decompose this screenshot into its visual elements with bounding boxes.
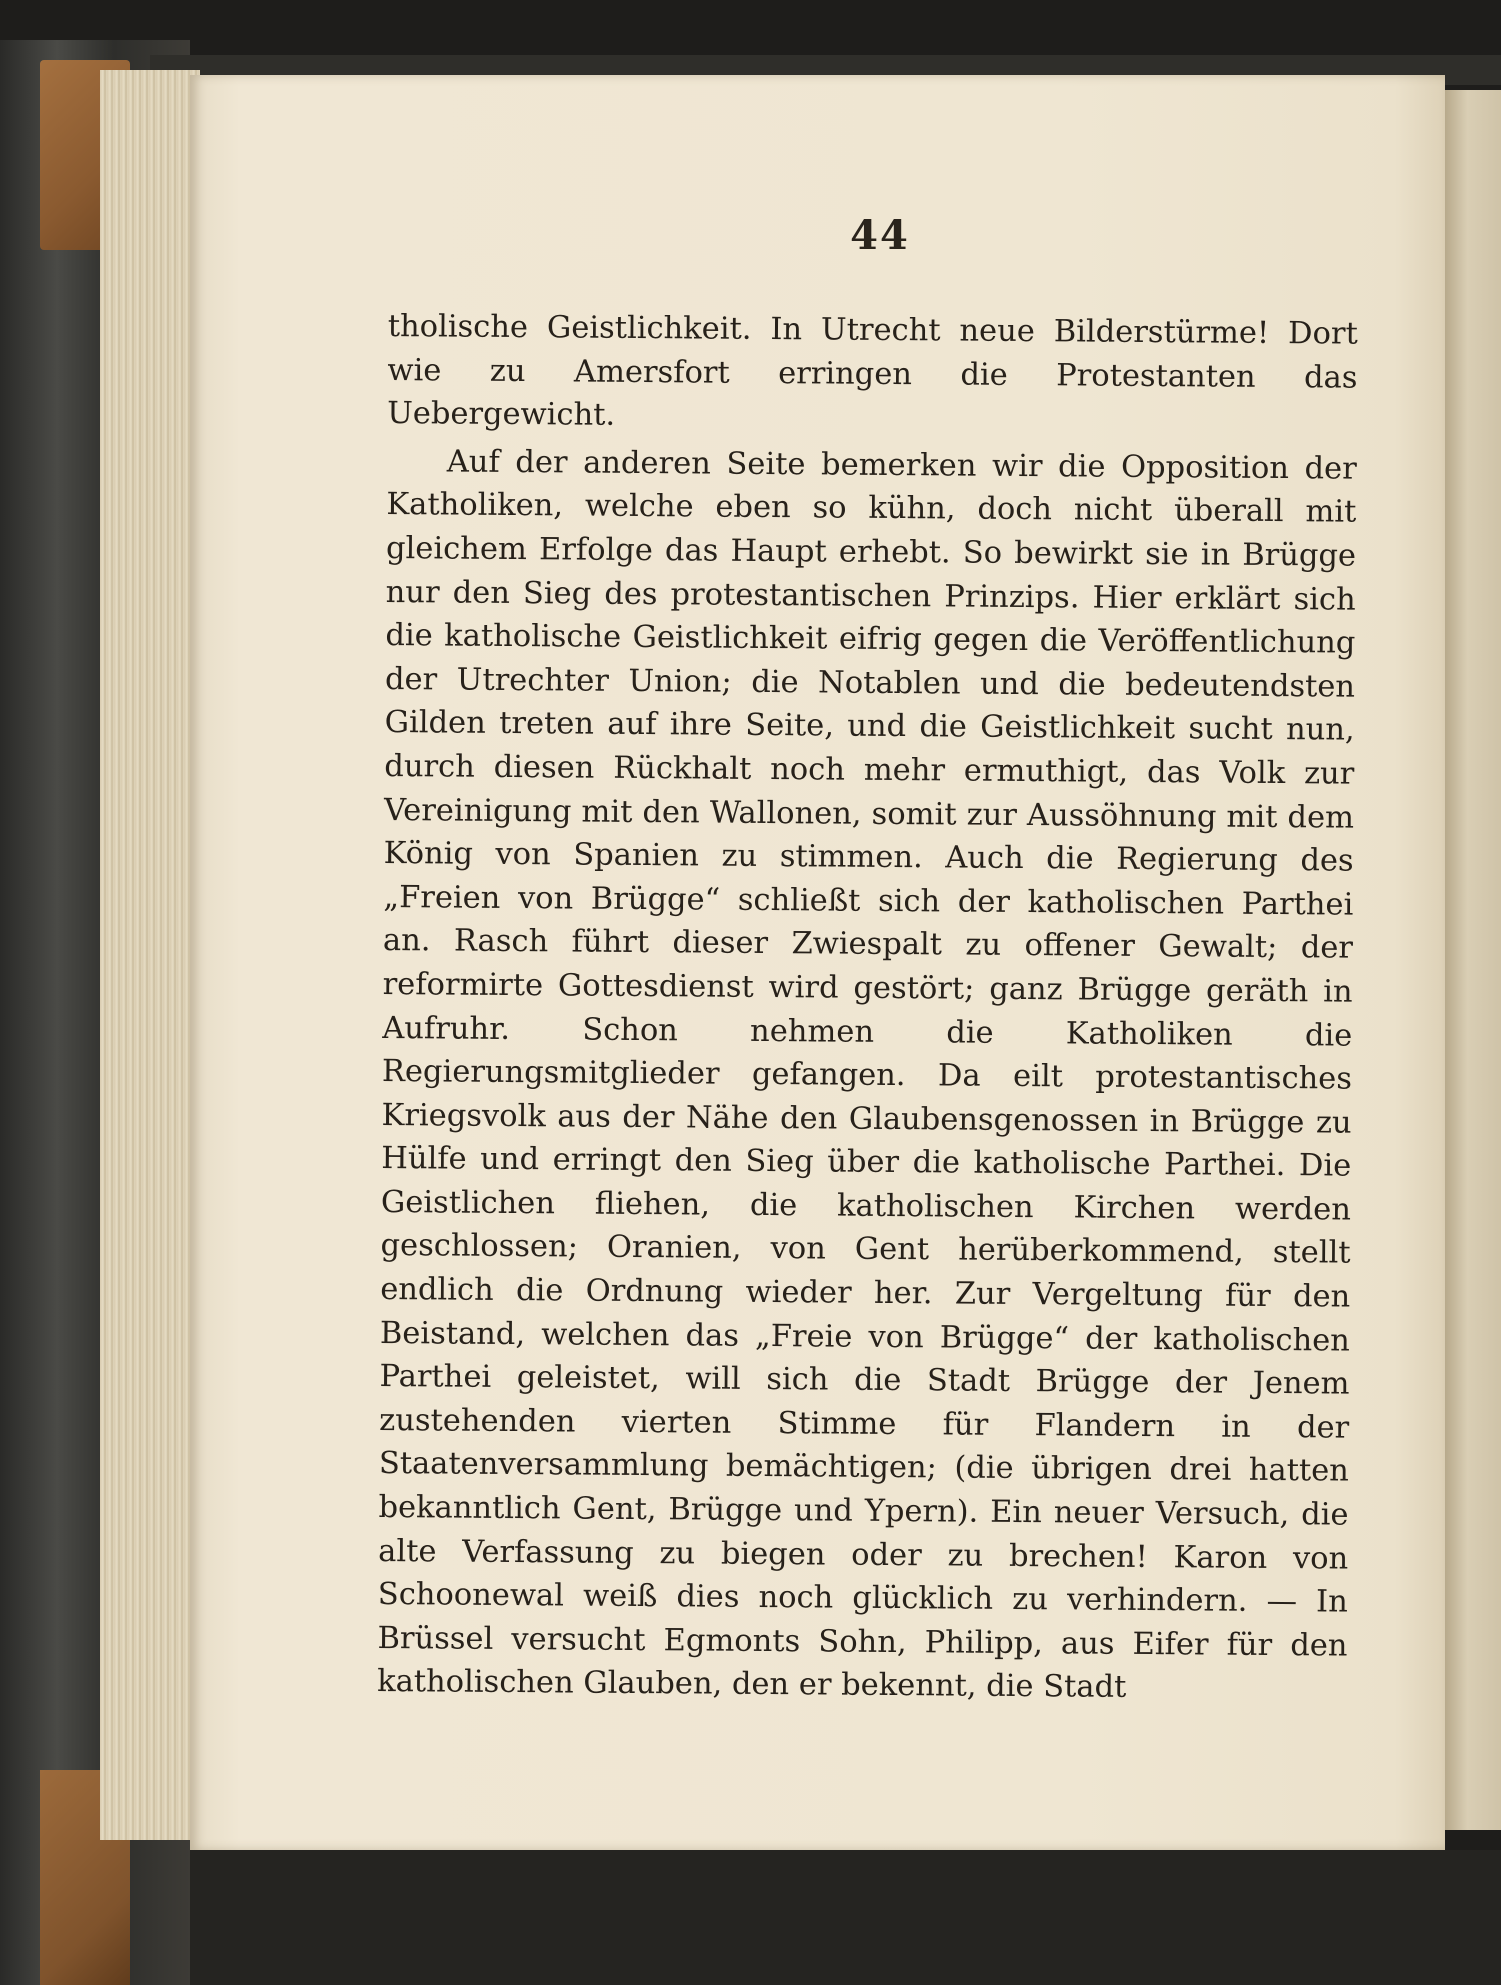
body-text [377,305,1358,1712]
paragraph-1: tholische Geistlichkeit. In Utrecht neue Bilderstürme! Dort wie zu Amersfort erringen die Protestanten das Uebergewicht. [387,308,1358,433]
paragraph-2: Auf der anderen Seite bemerken wir die Opposition der Katholiken, welche eben so kühn, doch nicht überall mit gleichem Erfolge das Haupt erhebt. So bewirkt sie in Brügge nur den Sieg des protestantischen Prinzips. Hier erklärt sich die katholische Geistlichkeit eifrig gegen die Veröffentlichung der Utrechter Union; die Notablen und die bedeutendsten Gilden treten auf ihre Seite, und die Geistlichkeit sucht nun, durch diesen Rückhalt noch mehr ermuthigt, das Volk zur Vereinigung mit den Wallonen, somit zur Aussöhnung mit dem König von Spanien zu stimmen. Auch die Regierung des „Freien von Brügge“ schließt sich der katholischen Parthei an. Rasch führt dieser Zwiespalt zu offener Gewalt; der reformirte Gottesdienst wird gestört; ganz Brügge geräth in Aufruhr. Schon nehmen die Katholiken die Regierungsmitglieder gefangen. Da eilt protestantisches Kriegsvolk aus der Nähe den Glaubensgenossen in Brügge zu Hülfe und erringt den Sieg über die katholische Parthei. Die Geistlichen fliehen, die katholischen Kirchen werden geschlossen; Oranien, von Gent herüberkommend, stellt endlich die Ordnung wieder her. Zur Vergeltung für den Beistand, welchen das „Freie von Brügge“ der katholischen Parthei geleistet, will sich die Stadt Brügge der Jenem zustehenden vierten Stimme für Flandern in der Staatenversammlung bemächtigen; (die übrigen drei hatten bekanntlich Gent, Brügge und Ypern). Ein neuer Versuch, die alte Verfassung zu biegen oder zu brechen! Karon von Schoonewal weiß dies noch glücklich zu verhindern. — In Brüssel versucht Egmonts Sohn, Philipp, aus Eifer für den katholischen Glauben, den er bekennt, die Stadt [377,444,1357,1706]
bottom-shadow [190,1850,1501,1985]
page-edges [100,70,200,1840]
page-number: 44 [850,212,910,259]
facing-page-edge [1445,90,1501,1830]
